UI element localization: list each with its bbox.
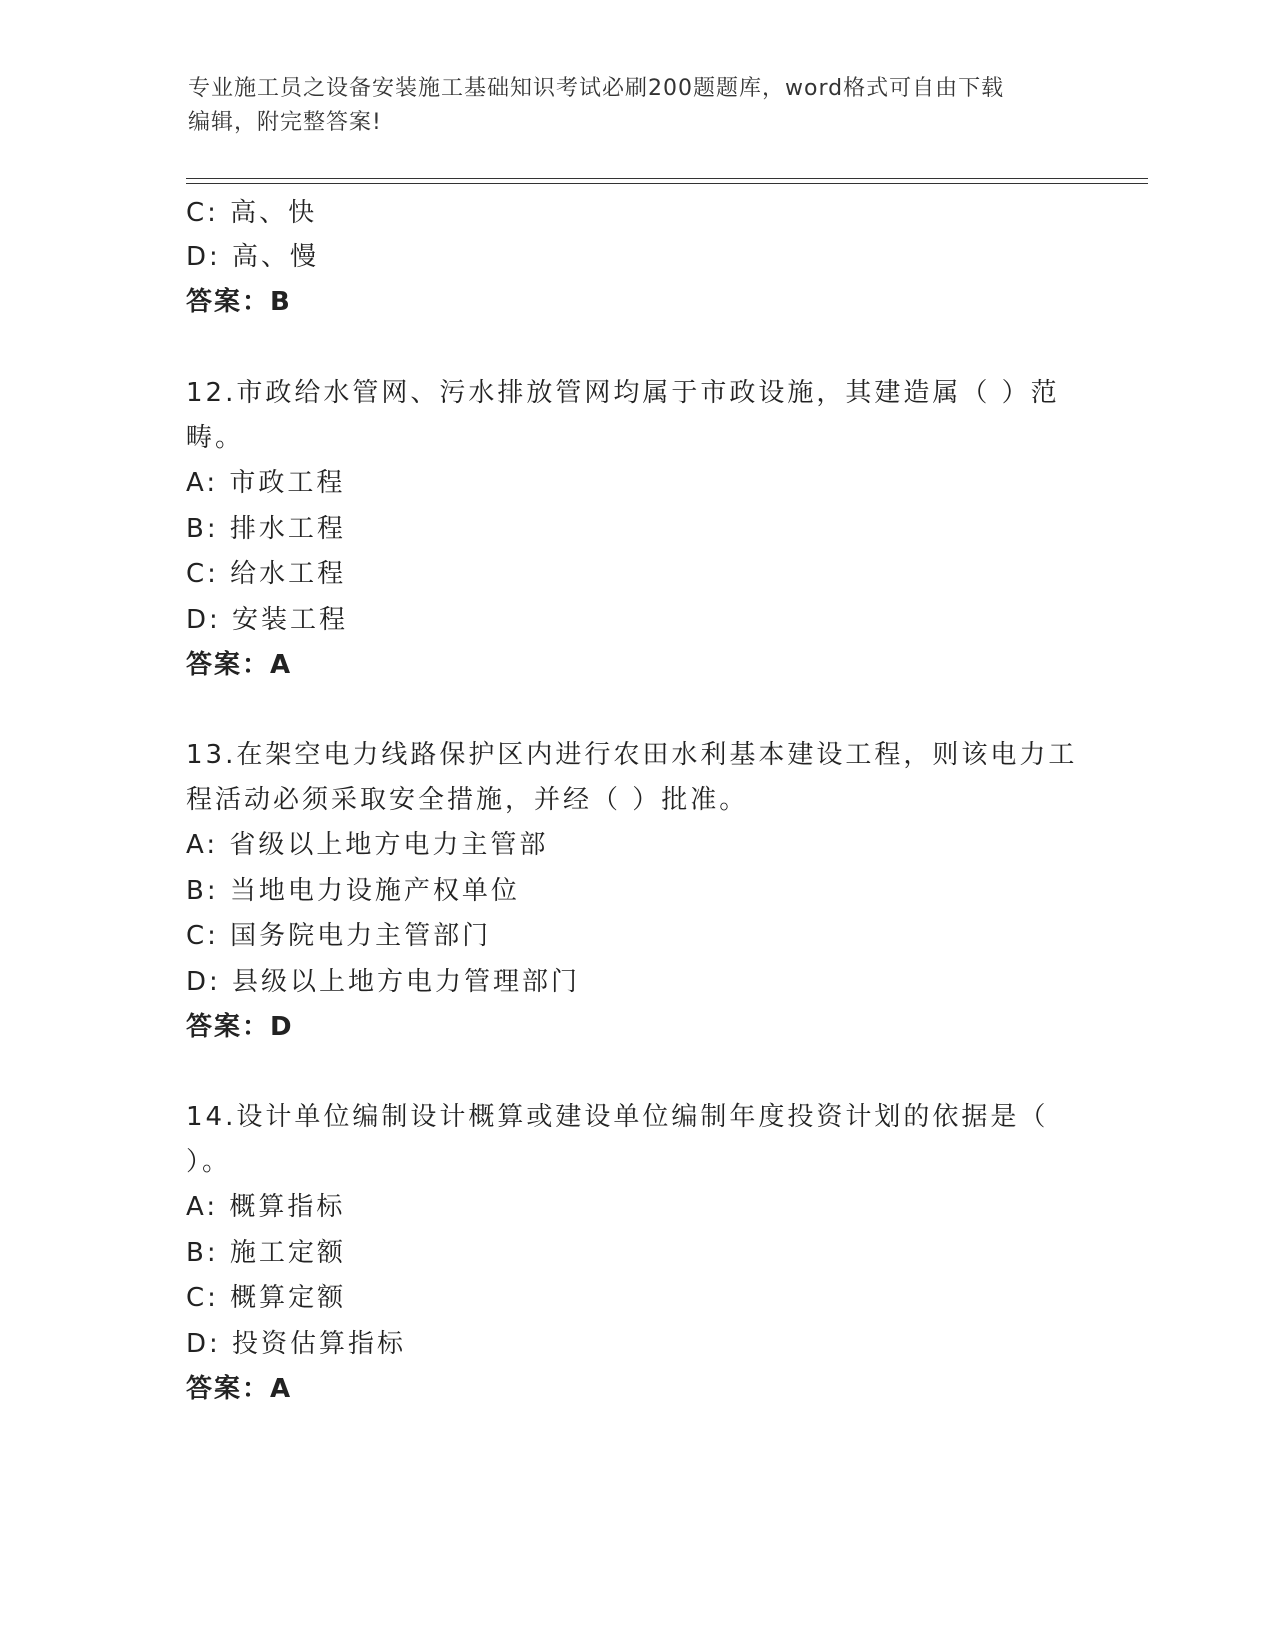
q14-answer: 答案：A	[186, 1374, 293, 1404]
q11-option-d: D: 高、慢	[186, 242, 320, 272]
q14-option-b: B: 施工定额	[186, 1238, 346, 1268]
q13-option-d: D: 县级以上地方电力管理部门	[186, 967, 581, 997]
document-header	[188, 72, 1088, 140]
header-divider-bottom	[186, 183, 1148, 184]
header-divider-top	[186, 178, 1148, 179]
q13-answer: 答案：D	[186, 1012, 294, 1042]
q12-option-b: B: 排水工程	[186, 514, 346, 544]
q12-option-a: A: 市政工程	[186, 468, 346, 498]
q13-option-b: B: 当地电力设施产权单位	[186, 876, 520, 906]
q13-option-a: A: 省级以上地方电力主管部	[186, 830, 549, 860]
q13-stem-line-2: 程活动必须采取安全措施，并经（ ）批准。	[186, 785, 749, 815]
q14-option-a: A: 概算指标	[186, 1192, 346, 1222]
header-line-2: 编辑，附完整答案!	[188, 110, 382, 135]
q11-answer: 答案：B	[186, 287, 292, 317]
q12-answer: 答案：A	[186, 650, 293, 680]
q14-stem-line-2: ）。	[186, 1147, 232, 1177]
q12-option-d: D: 安装工程	[186, 605, 349, 635]
q13-option-c: C: 国务院电力主管部门	[186, 921, 492, 951]
q13-stem-line-1: 13.在架空电力线路保护区内进行农田水利基本建设工程，则该电力工	[186, 740, 1078, 770]
header-line-1: 专业施工员之设备安装施工基础知识考试必刷200题题库，word格式可自由下载	[188, 76, 1005, 101]
q12-option-c: C: 给水工程	[186, 559, 347, 589]
q14-option-d: D: 投资估算指标	[186, 1329, 407, 1359]
q14-stem-line-1: 14.设计单位编制设计概算或建设单位编制年度投资计划的依据是（	[186, 1102, 1049, 1132]
q12-stem-line-1: 12.市政给水管网、污水排放管网均属于市政设施，其建造属（ ）范	[186, 378, 1060, 408]
q12-stem-line-2: 畴。	[186, 423, 245, 453]
q11-option-c: C: 高、快	[186, 198, 318, 228]
q14-option-c: C: 概算定额	[186, 1283, 347, 1313]
